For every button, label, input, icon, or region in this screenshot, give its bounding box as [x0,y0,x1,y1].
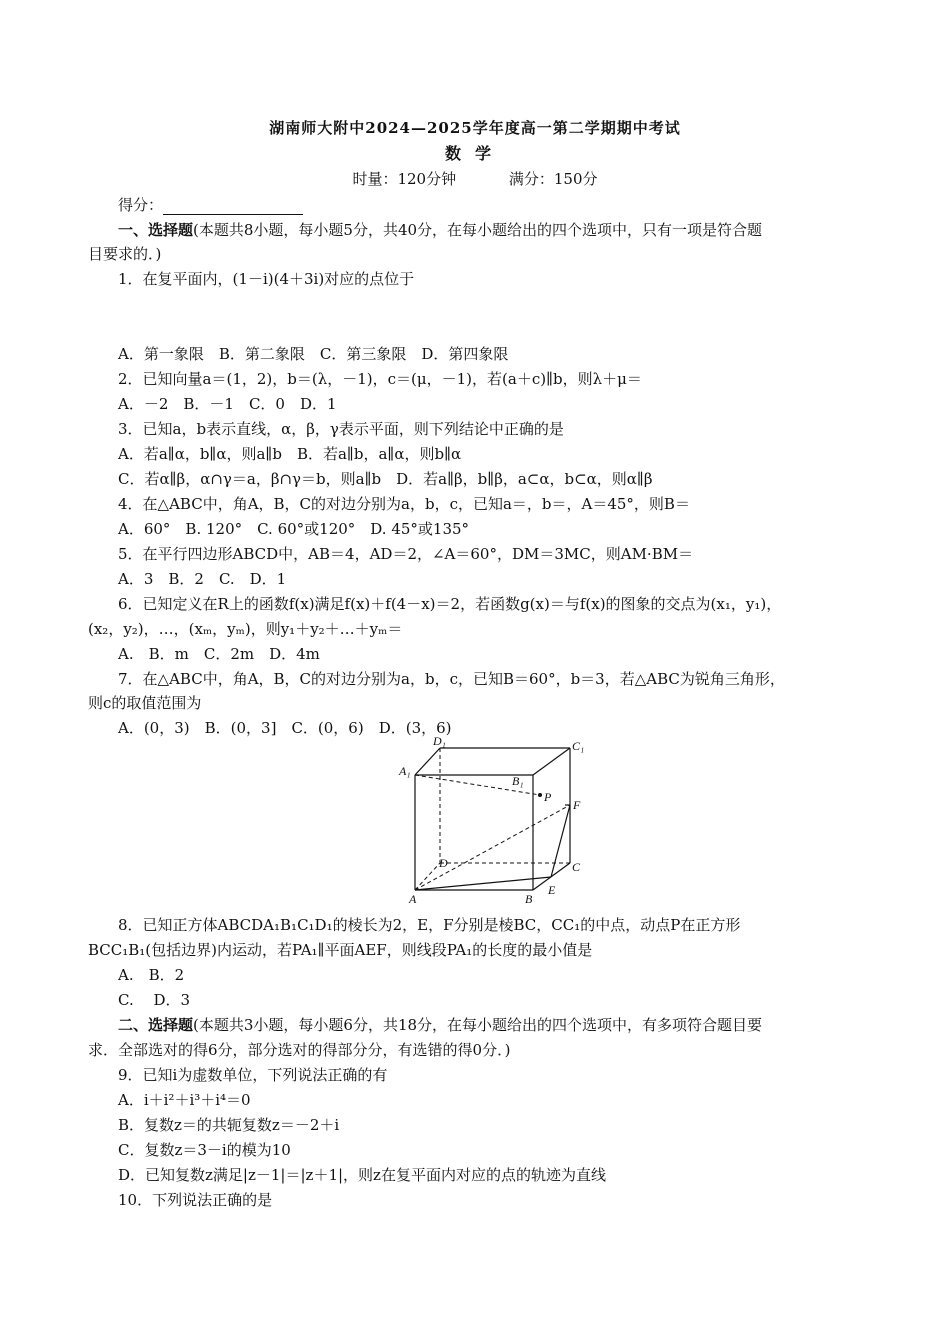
q6-options: A. B．m C．2m D．4m [118,645,320,663]
cube-figure [395,733,595,903]
q1-options: A．第一象限 B．第二象限 C．第三象限 D．第四象限 [118,345,509,363]
subject-title: 数学 [444,144,505,163]
q5-stem: 5．在平行四边形ABCD中，AB＝4，AD＝2，∠A＝60°，DM＝3MC，则AM·BM＝ [118,545,694,563]
q7-stem-1: 7．在△ABC中，角A，B，C的对边分别为a，b，c，已知B＝60°，b＝3，若△ABC为锐角三角形， [118,670,785,688]
label-c1: C₁ [572,739,585,753]
section1-line1 [118,220,762,240]
q3-options-ab: A．若a∥α，b∥α，则a∥b B．若a∥b，a∥α，则b∥α [118,445,462,463]
label-d1: D₁ [433,734,446,748]
edge-a1-d1 [415,748,440,775]
q7-stem-2: 则c的取值范围为 [88,694,202,712]
q7-options: A．(0，3) B．(0，3] C．(0，6) D．(3，6) [118,719,452,737]
segment-e-f [551,805,570,877]
section2-desc-1: (本题共3小题，每小题6分，共18分，在每小题给出的四个选项中，有多项符合题目要 [193,1016,763,1034]
q1-stem: 1．在复平面内，(1－i)(4＋3i)对应的点位于 [118,270,415,288]
q3-options-cd: C．若α∥β，α∩γ＝a，β∩γ＝b，则a∥b D．若a∥β，b∥β，a⊂α，b⊂α，则α∥β [118,470,653,488]
q9-option-d: D．已知复数z满足|z－1|＝|z＋1|，则z在复平面内对应的点的轨迹为直线 [118,1166,606,1184]
q4-options: A．60° B. 120° C. 60°或120° D. 45°或135° [118,520,470,538]
section2-line1 [118,1015,762,1035]
q5-options: A．3 B．2 C. D．1 [118,570,287,588]
q8-stem-2: BCC₁B₁(包括边界)内运动，若PA₁∥平面AEF，则线段PA₁的长度的最小值是 [88,941,593,959]
score-line [118,195,303,215]
label-a: A [409,892,417,903]
score-label: 得分： [118,196,164,214]
label-f: F [573,798,581,812]
q8-options-ab: A. B．2 [118,966,185,984]
q2-stem: 2．已知向量a＝(1，2)，b＝(λ，－1)，c＝(μ，－1)，若(a＋c)∥b，则λ＋μ＝ [118,370,642,388]
q4-stem: 4．在△ABC中，角A，B，C的对边分别为a，b，c，已知a＝，b＝，A＝45°，则B＝ [118,495,690,513]
section1-desc-2: 目要求的．) [88,245,162,263]
full-score: 满分：150分 [508,170,598,188]
label-b1: B₁ [512,774,524,788]
section2-desc-2: 求．全部选对的得6分，部分选对的得部分分，有选错的得0分．) [88,1041,511,1059]
q9-option-a: A．i＋i²＋i³＋i⁴＝0 [118,1091,251,1109]
section1-desc-1: (本题共8小题，每小题5分，共40分，在每小题给出的四个选项中，只有一项是符合题 [193,221,763,239]
q8-options-cd: C. D．3 [118,991,191,1009]
hidden-edge-a-d [415,863,440,890]
q9-option-c: C．复数z＝3－i的模为10 [118,1141,291,1159]
point-p [538,793,542,797]
edge-b1-c1 [533,748,570,775]
cube-diagram [395,733,595,903]
label-a1: A₁ [399,764,411,778]
score-blank [163,200,303,215]
q2-options: A．－2 B．－1 C．0 D．1 [118,395,337,413]
q8-stem-1: 8．已知正方体ABCDA₁B₁C₁D₁的棱长为2，E，F分别是棱BC，CC₁的中点，动点P在正方形 [118,916,741,934]
label-b: B [525,892,533,903]
exam-title: 湖南师大附中2024—2025学年度高一第二学期期中考试 [269,119,681,137]
label-d: D [439,856,448,870]
q6-stem-2: (x₂，y₂)，…，(xₘ，yₘ)，则y₁＋y₂＋…＋yₘ＝ [88,620,403,638]
label-e: E [548,883,556,897]
section2-heading: 二、选择题 [118,1016,194,1034]
q10-stem: 10．下列说法正确的是 [118,1191,273,1209]
q9-option-b: B．复数z＝的共轭复数z＝－2＋i [118,1116,340,1134]
q6-stem-1: 6．已知定义在R上的函数f(x)满足f(x)＋f(4－x)＝2，若函数g(x)＝与f(x)的图象的交点为(x₁，y₁)， [118,595,782,613]
label-p: P [544,790,552,804]
exam-meta [0,169,950,189]
q3-stem: 3．已知a，b表示直线，α，β，γ表示平面，则下列结论中正确的是 [118,420,564,438]
label-c: C [572,860,581,874]
section1-heading: 一、选择题 [118,221,194,239]
q9-stem: 9．已知i为虚数单位，下列说法正确的有 [118,1066,388,1084]
time-limit: 时量：120分钟 [352,170,457,188]
